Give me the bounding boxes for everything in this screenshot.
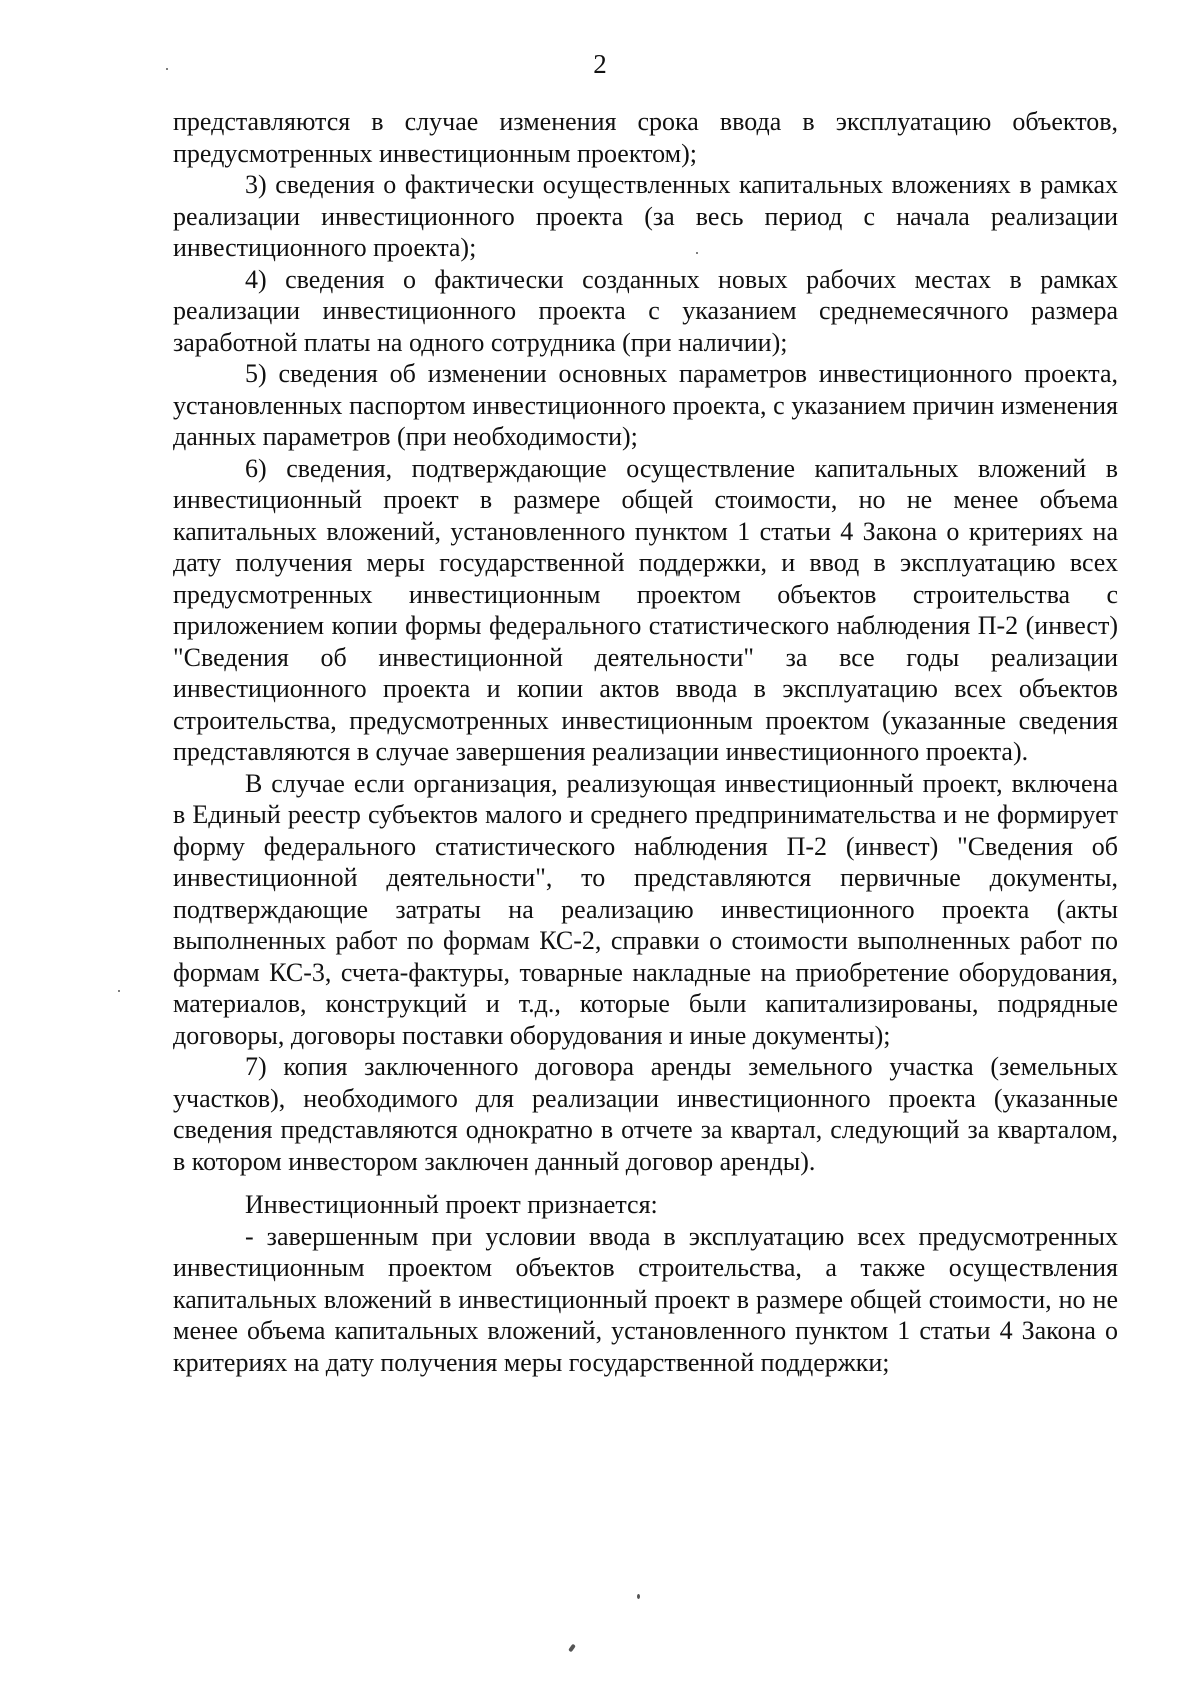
document-body <box>173 106 1118 1378</box>
paragraph-item-3: 3) сведения о фактически осуществленных капитальных вложениях в рамках реализации инвестиционного проекта (за весь период с начала реализации инвестиционного проекта); <box>173 170 1118 262</box>
scan-speck <box>696 252 698 254</box>
paragraph-item-5: 5) сведения об изменении основных параметров инвестиционного проекта, установленных паспортом инвестиционного проекта, с указанием причин изменения данных параметров (при необходимости); <box>173 359 1118 451</box>
scan-speck <box>568 1644 576 1653</box>
paragraph-small-business: В случае если организация, реализующая инвестиционный проект, включена в Единый реестр субъектов малого и среднего предпринимательства и не формирует форму федерального статистического наблюдения П-2 (инвест) "Сведения об инвестиционной деятельности", то представляются первичные документы, подтверждающие затраты на реализацию инвестиционного проекта (акты выполненных работ по формам КС-2, справки о стоимости выполненных работ по формам КС-3, счета-фактуры, товарные накладные на приобретение оборудования, материалов, конструкций и т.д., которые были капитализированы, подрядные договоры, договоры поставки оборудования и иные документы); <box>173 768 1118 1050</box>
scan-speck <box>637 1594 640 1599</box>
scan-speck <box>118 990 120 992</box>
paragraph-completed: - завершенным при условии ввода в эксплуатацию всех предусмотренных инвестиционным проектом объектов строительства, а также осуществления капитальных вложений в инвестиционный проект в размере общей стоимости, но не менее объема капитальных вложений, установленного пунктом 1 статьи 4 Закона о критериях на дату получения меры государственной поддержки; <box>173 1221 1118 1377</box>
scan-speck <box>166 68 168 70</box>
page-number: 2 <box>593 49 607 79</box>
paragraph-project-recognized: Инвестиционный проект признается: <box>245 1190 658 1219</box>
paragraph-item-6: 6) сведения, подтверждающие осуществление капитальных вложений в инвестиционный проект в размере общей стоимости, но не менее объема капитальных вложений, установленного пунктом 1 статьи 4 Закона о критериях на дату получения меры государственной поддержки, и ввод в эксплуатацию всех предусмотренных инвестиционным проектом объектов строительства с приложением копии формы федерального статистического наблюдения П-2 (инвест) "Сведения об инвестиционной деятельности" за все годы реализации инвестиционного проекта и копии актов ввода в эксплуатацию всех объектов строительства, предусмотренных инвестиционным проектом (указанные сведения представляются в случае завершения реализации инвестиционного проекта). <box>173 453 1118 766</box>
paragraph-continuation: представляются в случае изменения срока ввода в эксплуатацию объектов, предусмотренных инвестиционным проектом); <box>173 107 1118 168</box>
paragraph-item-7: 7) копия заключенного договора аренды земельного участка (земельных участков), необходимого для реализации инвестиционного проекта (указанные сведения представляются однократно в отчете за квартал, следующий за кварталом, в котором инвестором заключен данный договор аренды). <box>173 1052 1118 1176</box>
paragraph-item-4: 4) сведения о фактически созданных новых рабочих местах в рамках реализации инвестиционного проекта с указанием среднемесячного размера заработной платы на одного сотрудника (при наличии); <box>173 264 1118 357</box>
